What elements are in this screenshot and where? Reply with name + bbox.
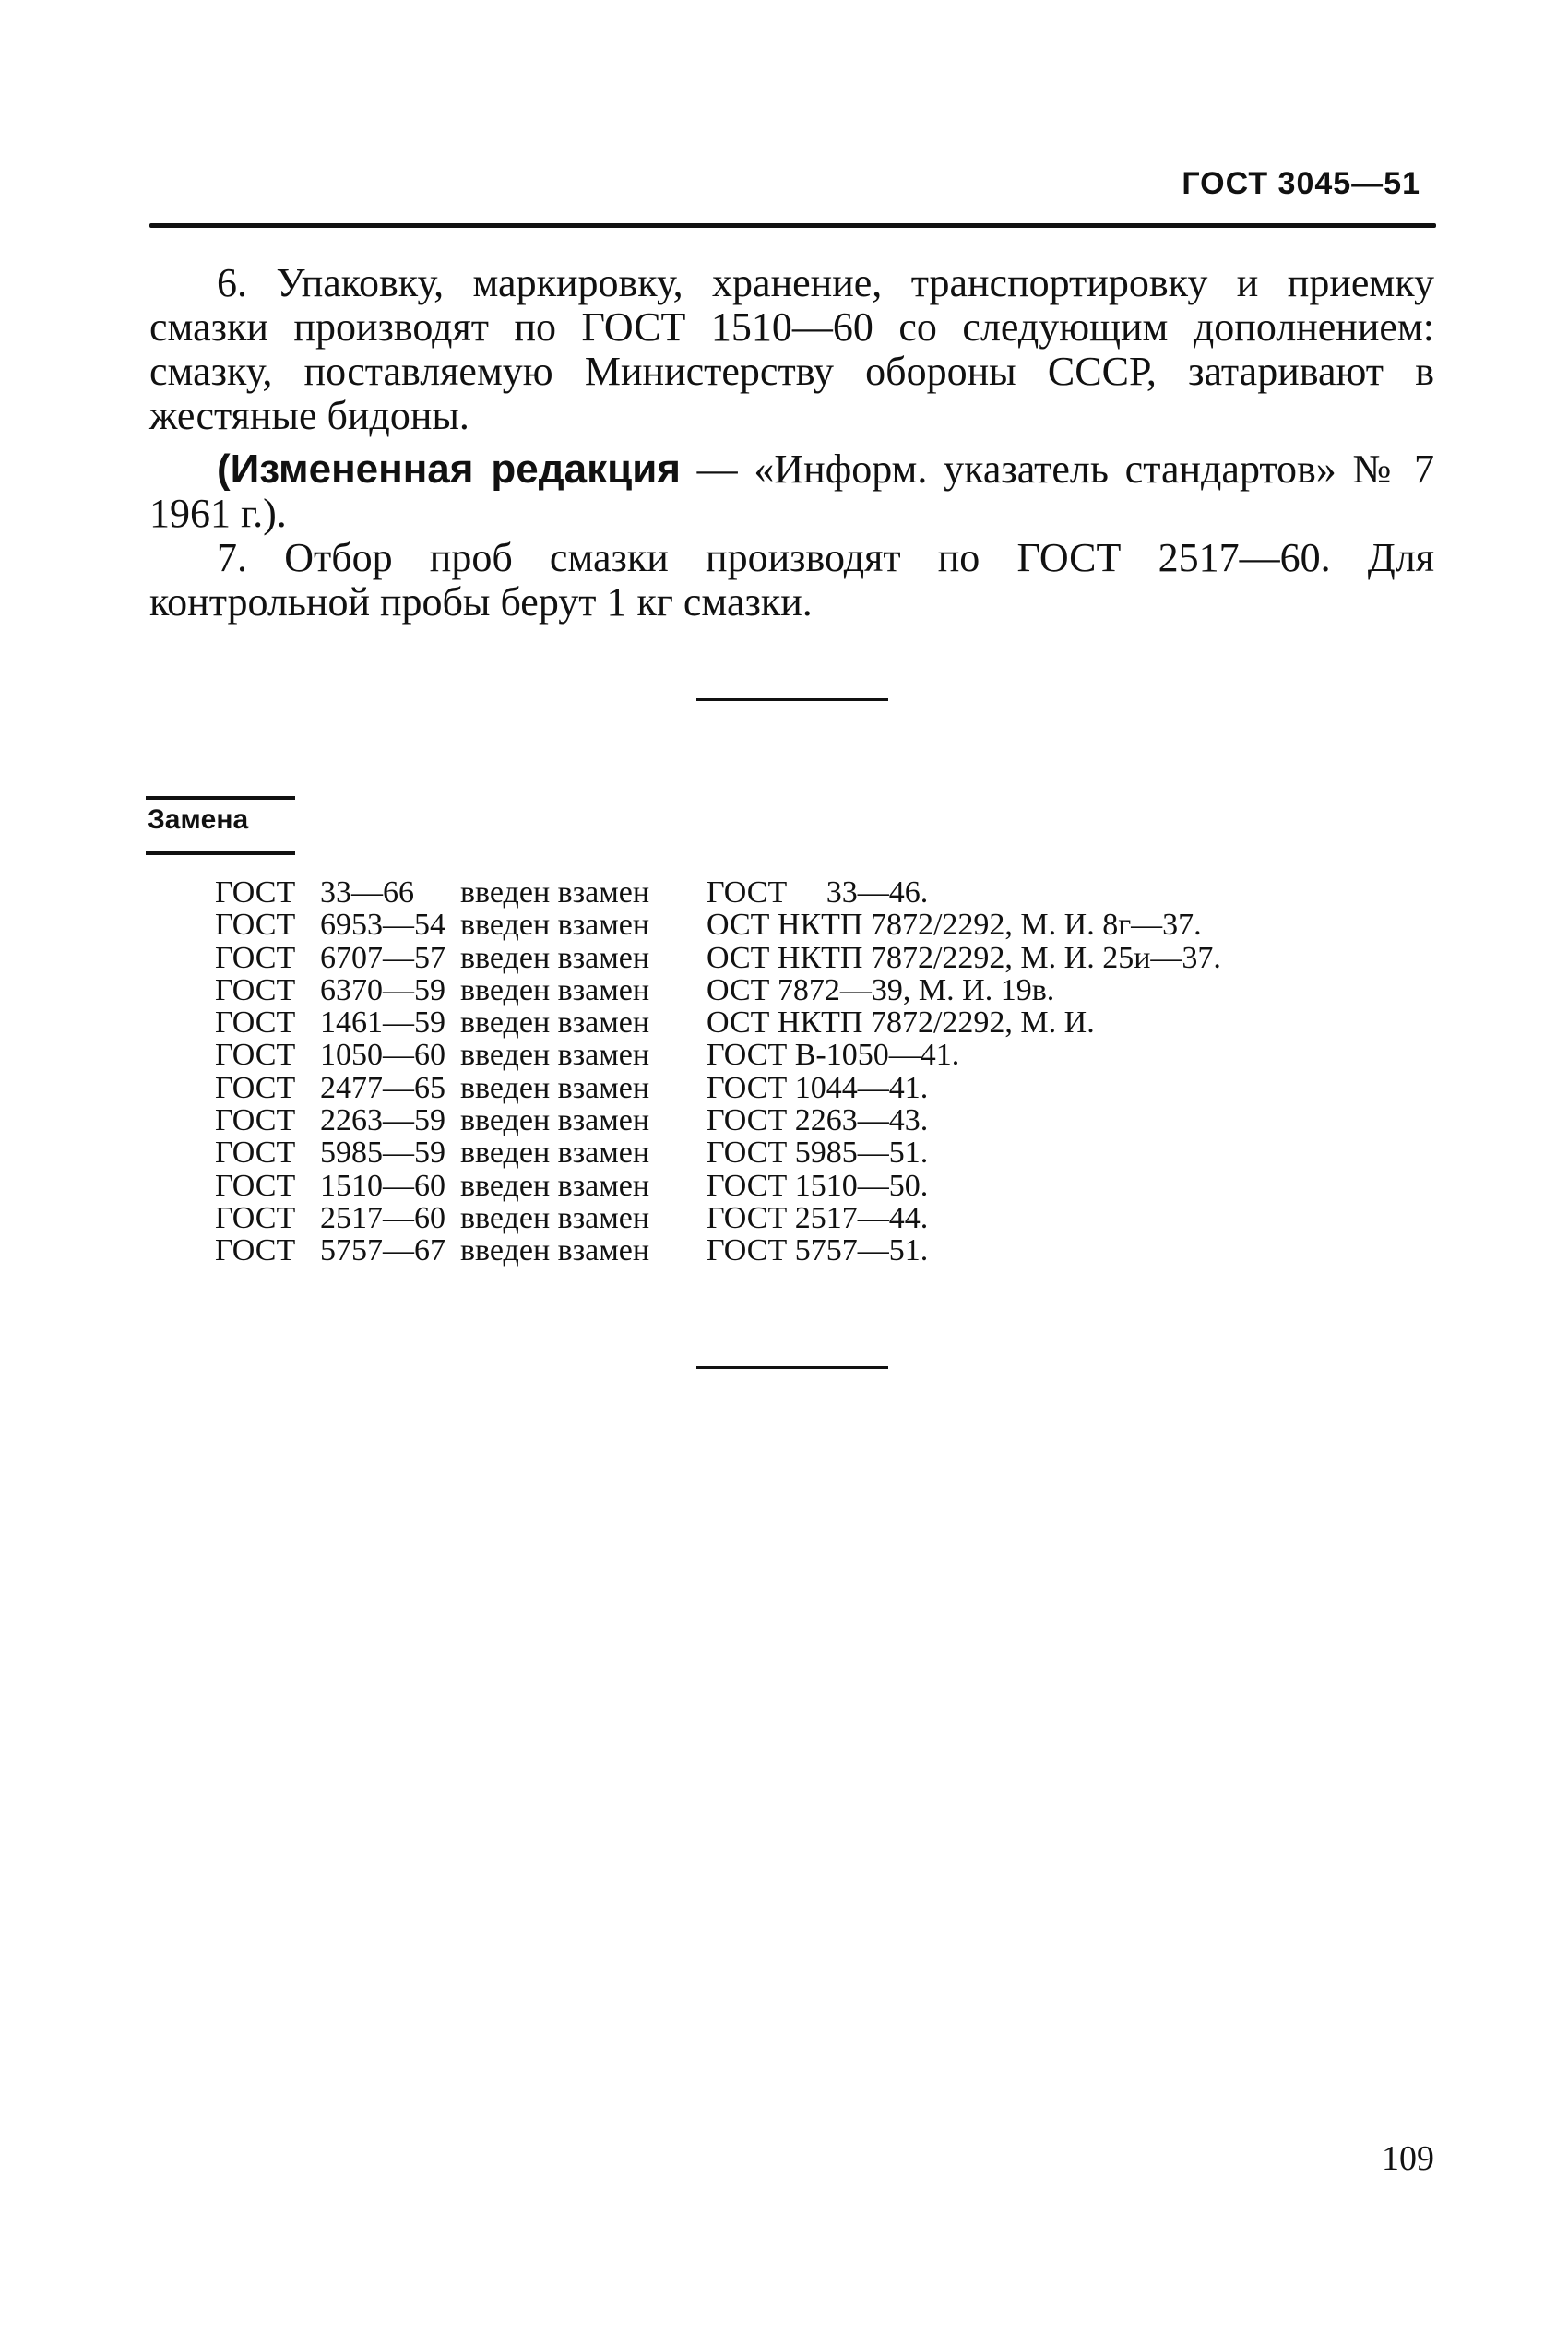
replacement-row (215, 1136, 1414, 1169)
new-standard-number: 1461—59 (320, 1005, 445, 1041)
page-number: 109 (1382, 2139, 1434, 2178)
gost-label: ГОСТ (215, 908, 296, 943)
old-standard: ГОСТ 1044—41. (707, 1070, 929, 1105)
paragraph-7: 7. Отбор проб смазки производят по ГОСТ 2517—60. Для контрольной пробы берут 1 кг смазки. (149, 535, 1434, 625)
gost-label: ГОСТ (215, 1136, 296, 1171)
replacement-phrase: введен взамен (460, 940, 650, 975)
gost-label: ГОСТ (215, 1038, 296, 1073)
gost-label: ГОСТ (215, 875, 296, 910)
old-standard: ОСТ 7872—39, М. И. 19в. (707, 972, 1055, 1007)
replacement-list (215, 876, 1414, 1267)
old-standard: ОСТ НКТП 7872/2292, М. И. (707, 1005, 1095, 1041)
old-standard: ГОСТ 2263—43. (707, 1103, 929, 1138)
gost-label: ГОСТ (215, 1005, 296, 1041)
new-standard-number: 2517—60 (320, 1200, 445, 1235)
gost-label: ГОСТ (215, 1200, 296, 1235)
gost-label: ГОСТ (215, 1168, 296, 1203)
replacement-row (215, 1202, 1414, 1234)
replacement-phrase: введен взамен (460, 875, 650, 910)
old-standard: ГОСТ 1510—50. (707, 1168, 929, 1203)
gost-label: ГОСТ (215, 1070, 296, 1105)
gost-label: ГОСТ (215, 972, 296, 1007)
replacement-phrase: введен взамен (460, 1200, 650, 1235)
replacement-phrase: введен взамен (460, 972, 650, 1007)
replacement-row (215, 876, 1414, 909)
gost-label: ГОСТ (215, 1233, 296, 1268)
new-standard-number: 2477—65 (320, 1070, 445, 1105)
replacement-row (215, 909, 1414, 941)
new-standard-number: 5985—59 (320, 1136, 445, 1171)
new-standard-number: 6370—59 (320, 972, 445, 1007)
replacement-phrase: введен взамен (460, 1038, 650, 1073)
replacement-row (215, 974, 1414, 1006)
new-standard-number: 1050—60 (320, 1038, 445, 1073)
replacement-row (215, 1039, 1414, 1071)
zamena-heading: Замена (148, 804, 249, 835)
new-standard-number: 6707—57 (320, 940, 445, 975)
replacement-phrase: введен взамен (460, 1136, 650, 1171)
zamena-top-rule (146, 796, 295, 800)
replacement-row (215, 1006, 1414, 1039)
replacement-phrase: введен взамен (460, 1168, 650, 1203)
new-standard-number: 1510—60 (320, 1168, 445, 1203)
replacement-row (215, 1104, 1414, 1136)
old-standard: ГОСТ В-1050—41. (707, 1038, 960, 1073)
amendment-bold: (Измененная редакция (217, 446, 681, 492)
old-standard: ГОСТ 5985—51. (707, 1136, 929, 1171)
old-standard: ОСТ НКТП 7872/2292, М. И. 25и—37. (707, 940, 1221, 975)
old-standard: ГОСТ 2517—44. (707, 1200, 929, 1235)
replacement-phrase: введен взамен (460, 1103, 650, 1138)
replacement-row (215, 1170, 1414, 1202)
body-text (149, 261, 1434, 625)
replacement-row (215, 1072, 1414, 1104)
header-rule (149, 223, 1436, 228)
new-standard-number: 6953—54 (320, 908, 445, 943)
paragraph-6: 6. Упаковку, маркировку, хранение, транспортировку и приемку смазки производят по ГОСТ 1510—60 со следующим дополнением: смазку, поставляемую Министерству обороны СССР, затаривают в жестяные бидоны. (149, 260, 1434, 438)
replacement-row (215, 1234, 1414, 1267)
replacement-row (215, 942, 1414, 974)
new-standard-number: 2263—59 (320, 1103, 445, 1138)
replacement-phrase: введен взамен (460, 1005, 650, 1041)
section-divider (696, 698, 888, 701)
zamena-bottom-rule (146, 851, 295, 855)
old-standard: ГОСТ 5757—51. (707, 1233, 929, 1268)
old-standard: ОСТ НКТП 7872/2292, М. И. 8г—37. (707, 908, 1202, 943)
old-standard: ГОСТ 33—46. (707, 875, 929, 910)
gost-label: ГОСТ (215, 1103, 296, 1138)
new-standard-number: 33—66 (320, 875, 414, 910)
replacement-phrase: введен взамен (460, 1233, 650, 1268)
new-standard-number: 5757—67 (320, 1233, 445, 1268)
section-divider (696, 1366, 888, 1369)
amendment-rest: — «Информ. указатель стандартов» № 7 1961 г.). (149, 446, 1434, 536)
replacement-phrase: введен взамен (460, 908, 650, 943)
gost-label: ГОСТ (215, 940, 296, 975)
amendment-note (149, 447, 1434, 536)
document-code-header: ГОСТ 3045—51 (1182, 166, 1420, 201)
replacement-phrase: введен взамен (460, 1070, 650, 1105)
